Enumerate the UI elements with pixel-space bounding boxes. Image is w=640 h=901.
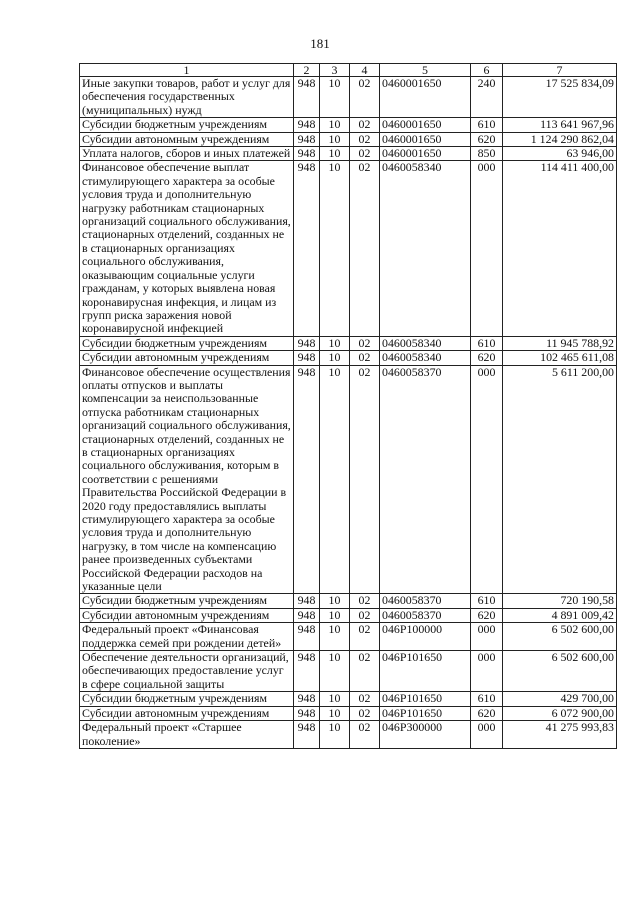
ministry-code: 948: [294, 692, 320, 706]
item-name: Субсидии автономным учреждениям: [80, 608, 294, 622]
amount: 11 945 788,92: [503, 336, 617, 350]
target-article: 046P101650: [380, 651, 471, 692]
subsection-code: 02: [350, 692, 380, 706]
header-cell: 2: [294, 64, 320, 77]
target-article: 0460058340: [380, 336, 471, 350]
target-article: 0460001650: [380, 147, 471, 161]
section-code: 10: [320, 132, 350, 146]
section-code: 10: [320, 336, 350, 350]
section-code: 10: [320, 161, 350, 336]
section-code: 10: [320, 721, 350, 749]
amount: 6 072 900,00: [503, 706, 617, 720]
ministry-code: 948: [294, 77, 320, 118]
header-cell: 7: [503, 64, 617, 77]
ministry-code: 948: [294, 623, 320, 651]
table-row: [80, 623, 617, 651]
expense-type: 000: [471, 651, 503, 692]
subsection-code: 02: [350, 651, 380, 692]
expense-type: 610: [471, 336, 503, 350]
subsection-code: 02: [350, 365, 380, 594]
target-article: 0460001650: [380, 118, 471, 132]
section-code: 10: [320, 351, 350, 365]
expense-type: 000: [471, 161, 503, 336]
expense-type: 240: [471, 77, 503, 118]
header-cell: 3: [320, 64, 350, 77]
expense-type: 610: [471, 692, 503, 706]
table-row: [80, 721, 617, 749]
table-row: [80, 594, 617, 608]
table-row: [80, 132, 617, 146]
amount: 6 502 600,00: [503, 623, 617, 651]
table-row: [80, 118, 617, 132]
page-number: 181: [310, 36, 330, 51]
item-name: Обеспечение деятельности организаций, обеспечивающих предоставление услуг в сфере социальной защиты: [80, 651, 294, 692]
subsection-code: 02: [350, 77, 380, 118]
expense-type: 000: [471, 721, 503, 749]
amount: 63 946,00: [503, 147, 617, 161]
expense-type: 620: [471, 608, 503, 622]
subsection-code: 02: [350, 706, 380, 720]
header-cell: 6: [471, 64, 503, 77]
ministry-code: 948: [294, 706, 320, 720]
section-code: 10: [320, 147, 350, 161]
ministry-code: 948: [294, 651, 320, 692]
target-article: 046P101650: [380, 692, 471, 706]
item-name: Финансовое обеспечение осуществления оплаты отпусков и выплаты компенсации за неиспользованные отпуска работникам стационарных организаций социального обслуживания, стационарных отделений, созданных не в стационарных организациях социального обслуживания, которым в соответствии с решениями Правительства Российской Федерации в 2020 году предоставлялись выплаты стимулирующего характера за особые условия труда и дополнительную нагрузку, в том числе на компенсацию ранее произведенных субъектами Российской Федерации расходов на указанные цели: [80, 365, 294, 594]
subsection-code: 02: [350, 594, 380, 608]
expense-type: 000: [471, 365, 503, 594]
header-cell: 5: [380, 64, 471, 77]
target-article: 0460058370: [380, 365, 471, 594]
section-code: 10: [320, 608, 350, 622]
expense-type: 610: [471, 594, 503, 608]
expense-type: 610: [471, 118, 503, 132]
subsection-code: 02: [350, 351, 380, 365]
item-name: Субсидии бюджетным учреждениям: [80, 594, 294, 608]
section-code: 10: [320, 706, 350, 720]
target-article: 0460058340: [380, 351, 471, 365]
expense-type: 000: [471, 623, 503, 651]
section-code: 10: [320, 623, 350, 651]
amount: 720 190,58: [503, 594, 617, 608]
subsection-code: 02: [350, 161, 380, 336]
amount: 113 641 967,96: [503, 118, 617, 132]
subsection-code: 02: [350, 721, 380, 749]
amount: 41 275 993,83: [503, 721, 617, 749]
amount: 17 525 834,09: [503, 77, 617, 118]
ministry-code: 948: [294, 147, 320, 161]
section-code: 10: [320, 77, 350, 118]
ministry-code: 948: [294, 721, 320, 749]
table-row: [80, 651, 617, 692]
section-code: 10: [320, 365, 350, 594]
subsection-code: 02: [350, 336, 380, 350]
table-row: [80, 351, 617, 365]
target-article: 0460001650: [380, 132, 471, 146]
table-row: [80, 161, 617, 336]
amount: 114 411 400,00: [503, 161, 617, 336]
expense-type: 620: [471, 132, 503, 146]
header-row: [80, 64, 617, 77]
section-code: 10: [320, 594, 350, 608]
item-name: Федеральный проект «Старшее поколение»: [80, 721, 294, 749]
table-row: [80, 365, 617, 594]
table-row: [80, 147, 617, 161]
target-article: 046P101650: [380, 706, 471, 720]
amount: 102 465 611,08: [503, 351, 617, 365]
item-name: Финансовое обеспечение выплат стимулирующего характера за особые условия труда и дополнительную нагрузку работникам стационарных организаций социального обслуживания, стационарных отделений, созданных не в стационарных организациях социального обслуживания, оказывающим социальные услуги гражданам, у которых выявлена новая коронавирусная инфекция, и лицам из групп риска заражения новой коронавирусной инфекцией: [80, 161, 294, 336]
ministry-code: 948: [294, 132, 320, 146]
target-article: 046P300000: [380, 721, 471, 749]
table-row: [80, 77, 617, 118]
item-name: Субсидии автономным учреждениям: [80, 706, 294, 720]
expense-type: 620: [471, 351, 503, 365]
ministry-code: 948: [294, 365, 320, 594]
ministry-code: 948: [294, 594, 320, 608]
section-code: 10: [320, 651, 350, 692]
amount: 6 502 600,00: [503, 651, 617, 692]
item-name: Субсидии бюджетным учреждениям: [80, 336, 294, 350]
table-row: [80, 608, 617, 622]
item-name: Иные закупки товаров, работ и услуг для обеспечения государственных (муниципальных) нужд: [80, 77, 294, 118]
target-article: 0460058340: [380, 161, 471, 336]
subsection-code: 02: [350, 118, 380, 132]
budget-table: [79, 63, 617, 749]
ministry-code: 948: [294, 118, 320, 132]
item-name: Федеральный проект «Финансовая поддержка семей при рождении детей»: [80, 623, 294, 651]
amount: 1 124 290 862,04: [503, 132, 617, 146]
section-code: 10: [320, 692, 350, 706]
item-name: Субсидии автономным учреждениям: [80, 132, 294, 146]
header-cell: 1: [80, 64, 294, 77]
target-article: 0460058370: [380, 608, 471, 622]
section-code: 10: [320, 118, 350, 132]
subsection-code: 02: [350, 623, 380, 651]
target-article: 0460058370: [380, 594, 471, 608]
item-name: Субсидии бюджетным учреждениям: [80, 118, 294, 132]
ministry-code: 948: [294, 608, 320, 622]
item-name: Уплата налогов, сборов и иных платежей: [80, 147, 294, 161]
ministry-code: 948: [294, 336, 320, 350]
item-name: Субсидии автономным учреждениям: [80, 351, 294, 365]
target-article: 046P100000: [380, 623, 471, 651]
target-article: 0460001650: [380, 77, 471, 118]
expense-type: 850: [471, 147, 503, 161]
subsection-code: 02: [350, 147, 380, 161]
table-row: [80, 336, 617, 350]
amount: 429 700,00: [503, 692, 617, 706]
item-name: Субсидии бюджетным учреждениям: [80, 692, 294, 706]
header-cell: 4: [350, 64, 380, 77]
amount: 4 891 009,42: [503, 608, 617, 622]
table-row: [80, 692, 617, 706]
ministry-code: 948: [294, 351, 320, 365]
subsection-code: 02: [350, 132, 380, 146]
subsection-code: 02: [350, 608, 380, 622]
table-row: [80, 706, 617, 720]
amount: 5 611 200,00: [503, 365, 617, 594]
expense-type: 620: [471, 706, 503, 720]
ministry-code: 948: [294, 161, 320, 336]
